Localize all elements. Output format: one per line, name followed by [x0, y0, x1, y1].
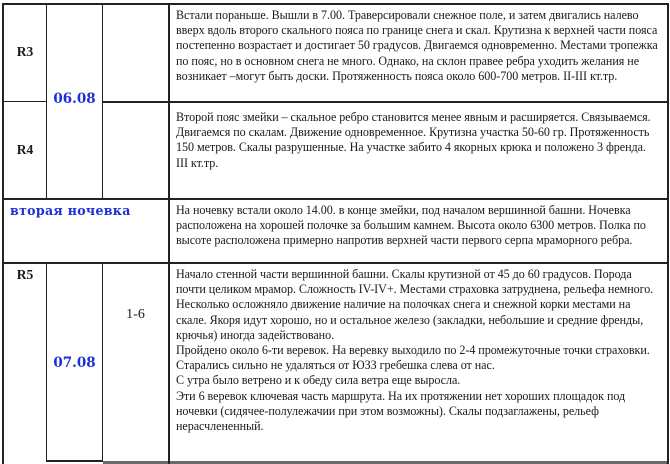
section-description-r3 [170, 5, 667, 84]
table-border [103, 101, 669, 103]
table-border [3, 101, 47, 102]
difficulty-grade: III кт.тр. [176, 155, 219, 170]
description-text: На ночевку встали около 14.00. в конце змейки, под началом вершинной башни. Ночевка расположена на хорошей полочке за большим камнем. Высота около 6300 метров. Полка по высоте расположена примерно напротив верхней части первого серпа мраморного ребра. [176, 203, 646, 248]
description-text: Пройдено около 6-ти веревок. На веревку выходило по 2-4 промежуточные точки страховки. Старались сильно не удаляться от ЮЗЗ гребешка слева от нас. [176, 343, 650, 373]
section-description-r5 [170, 264, 667, 434]
table-border [2, 3, 4, 464]
section-code-r4: R4 [16, 142, 34, 157]
bivouac-label: вторая ночевка [10, 203, 131, 218]
table-border [47, 460, 103, 462]
description-text: Начало стенной части вершинной башни. Скалы крутизной от 45 до 60 градусов. Порода почти целиком мрамор. Сложность IV-IV+. Местами страховка затруднена, рельефа немного. Несколько осложняло движение наличие на полочках снега и снежной корки местами на скале. Якоря идут хорошо, но и остальное железо (закладки, небольшие и средние френды, крючья) иногда задействовано. [176, 267, 654, 342]
table-border [102, 3, 103, 199]
section-code-r3: R3 [16, 44, 34, 59]
date-cell: 06.08 [53, 91, 96, 107]
section-code-r5: R5 [16, 267, 34, 282]
description-text: Второй пояс змейки – скальное ребро становится менее явным и расширяется. Связываемся. Двигаемся по скалам. Движение одновременное. Крутизна участка 50-60 гр. Протяженность 150 метров. Скалы разрушенные. На участке забито 4 якорных крюка и положено 3 френда. [176, 110, 651, 155]
section-description-r4 [170, 104, 667, 171]
description-text: С утра было ветрено и к обеду сила ветра еще выросла. [176, 373, 461, 388]
bivouac-description [170, 200, 667, 249]
pitch-range: 1-6 [126, 307, 145, 322]
date-cell: 07.08 [53, 355, 96, 371]
description-text: Встали пораньше. Вышли в 7.00. Траверсировали снежное поле, и затем двигались налево вверх вдоль второго скального пояса по границе снега и скал. Крутизна к верхней части пояса постепенно возрастает и достигает 50 градусов. Двигаемся одновременно. Местами тропежка по пояс, но в основном снега не много. Однако, на склон правее ребра уходить желания не возникает –могут быть доски. Протяженность пояса около 600-700 метров. II-III кт.тр. [176, 8, 658, 83]
table-border [667, 3, 669, 464]
table-border [102, 263, 103, 462]
description-text: Эти 6 веревок ключевая часть маршрута. На их протяжении нет хороших площадок под ночевки (сидячее-полулежачии при этом возможны). Скалы подзаглажены, рельеф нерасчлененный. [176, 388, 626, 434]
